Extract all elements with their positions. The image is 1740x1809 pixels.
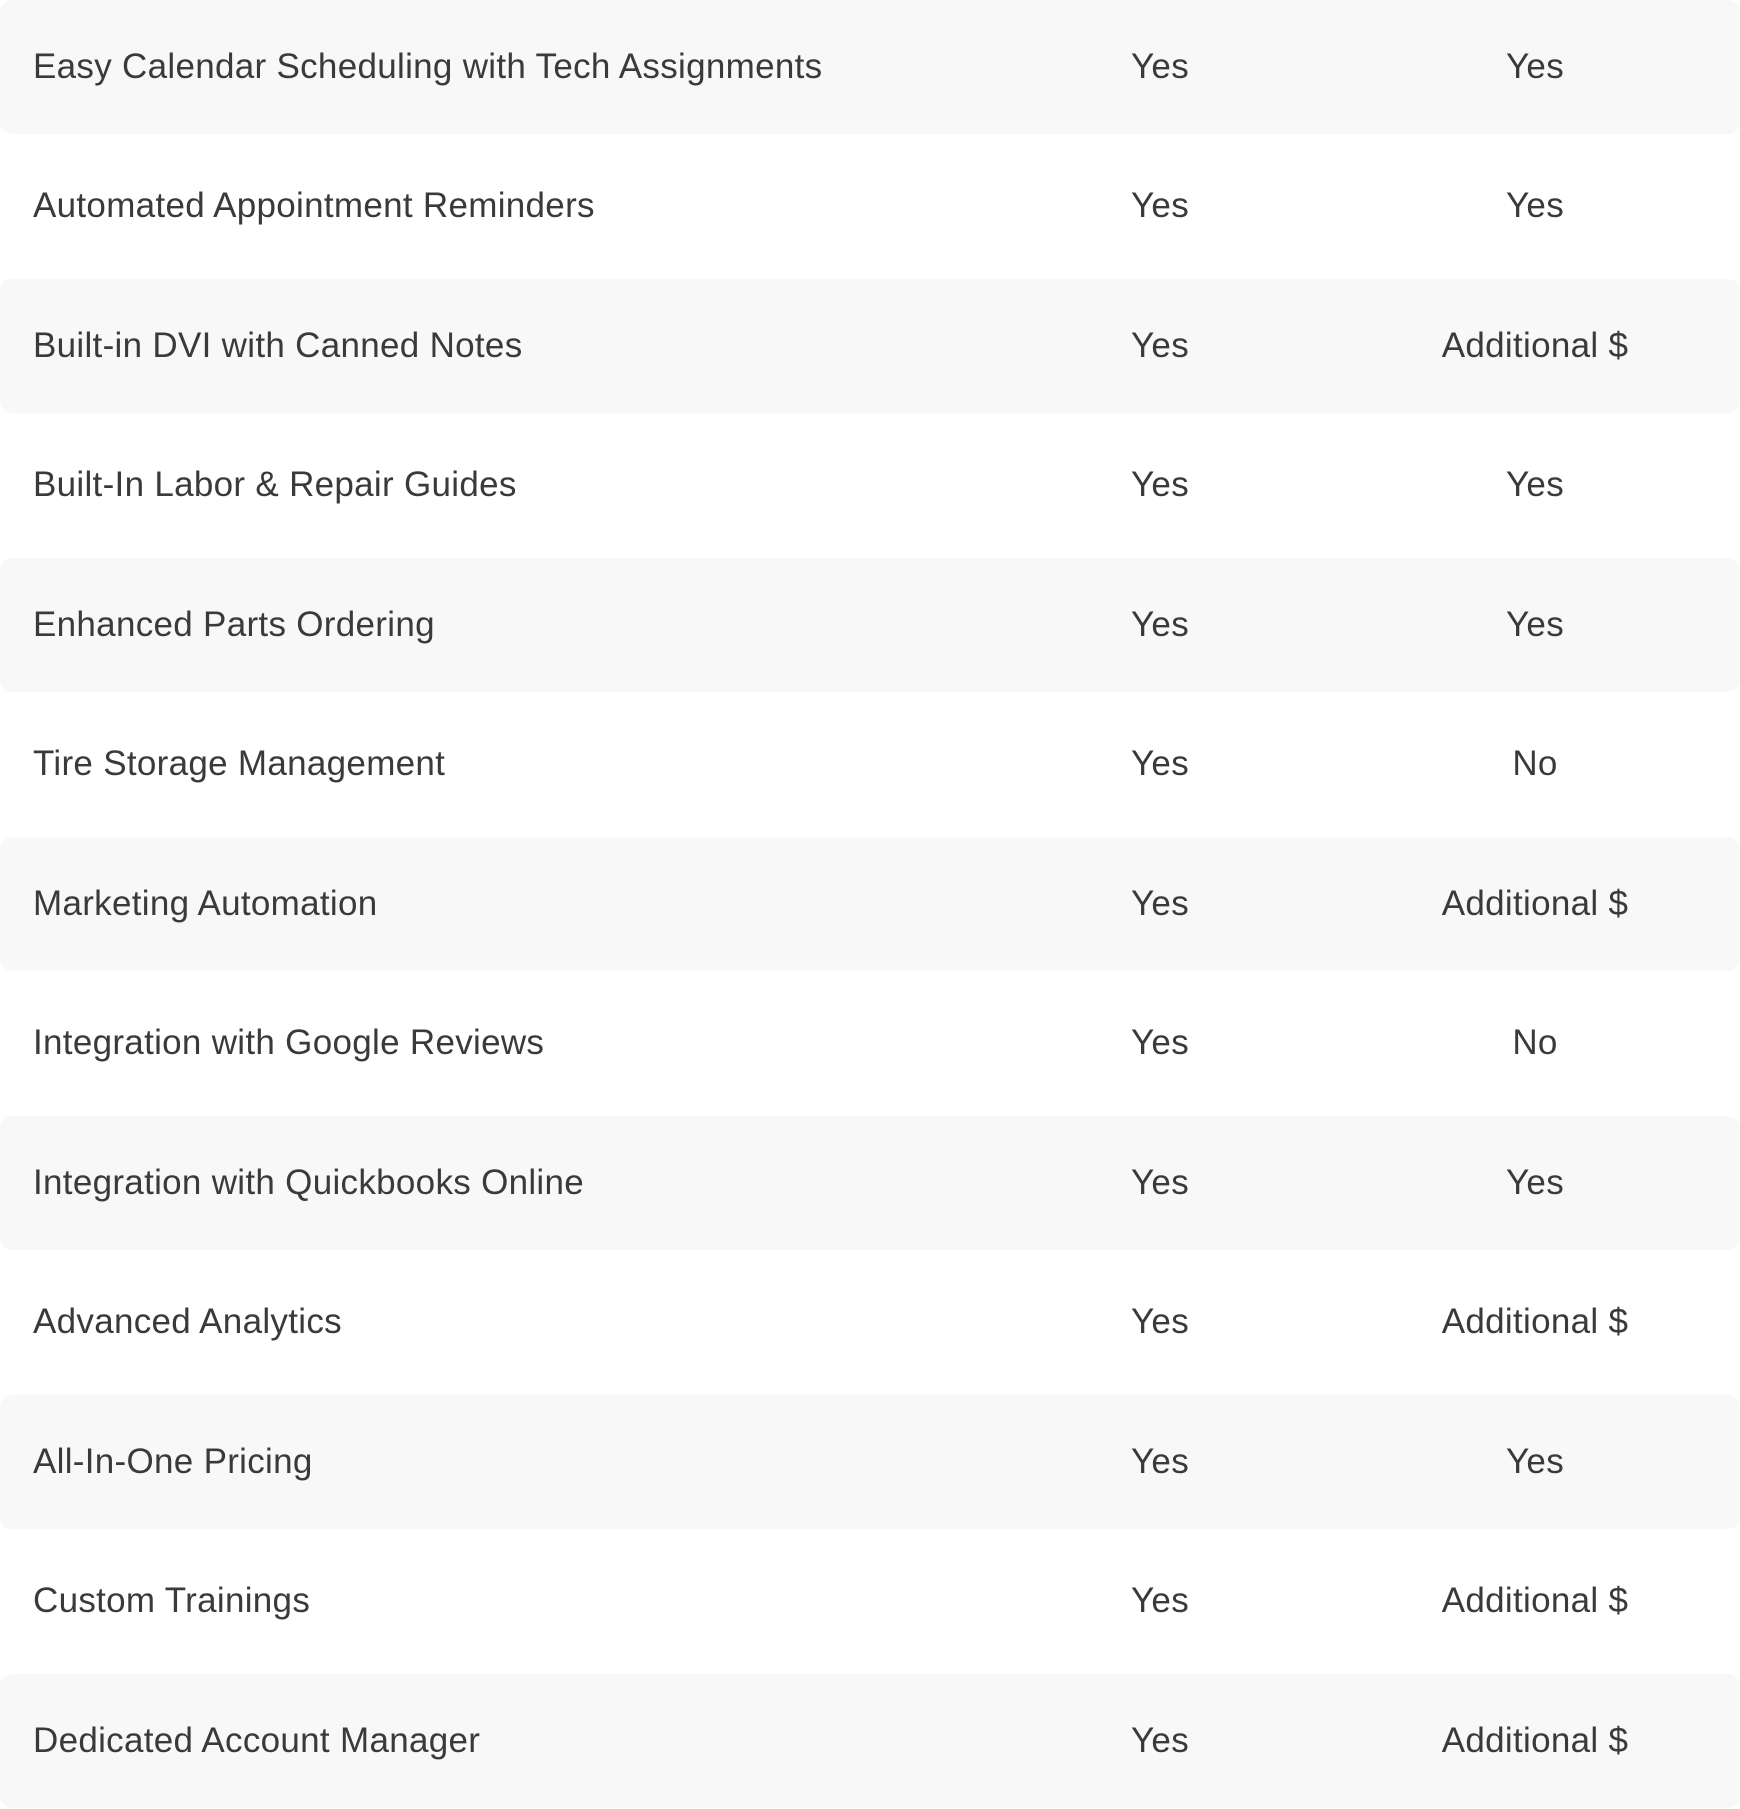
column-b-value: Additional $ [1441, 1721, 1629, 1760]
column-a-value: Yes [1131, 1581, 1189, 1620]
table-row [0, 0, 1740, 134]
column-a-value: Yes [1131, 605, 1189, 644]
column-a-value: Yes [1131, 186, 1189, 225]
column-b-value: Yes [1506, 186, 1564, 225]
feature-label: Automated Appointment Reminders [33, 186, 595, 225]
table-row [0, 697, 1740, 831]
column-b-value: Additional $ [1441, 1302, 1629, 1341]
table-row [0, 1116, 1740, 1250]
feature-label: Integration with Google Reviews [33, 1023, 545, 1062]
column-b-value: No [1512, 744, 1558, 783]
column-b-value: Yes [1506, 47, 1564, 86]
feature-label: Custom Trainings [33, 1581, 311, 1620]
table-row [0, 1674, 1740, 1808]
feature-label: Built-in DVI with Canned Notes [33, 326, 523, 365]
column-b-value: Yes [1506, 465, 1564, 504]
table-row [0, 139, 1740, 273]
table-row [0, 976, 1740, 1110]
column-b-value: Yes [1506, 1442, 1564, 1481]
table-row [0, 279, 1740, 413]
feature-label: Advanced Analytics [33, 1302, 342, 1341]
table-row [0, 1395, 1740, 1529]
column-a-value: Yes [1131, 884, 1189, 923]
table-row [0, 1534, 1740, 1668]
column-b-value: Additional $ [1441, 326, 1629, 365]
feature-label: Tire Storage Management [33, 744, 446, 783]
feature-label: All-In-One Pricing [33, 1442, 313, 1481]
table-row [0, 418, 1740, 552]
column-a-value: Yes [1131, 1442, 1189, 1481]
column-a-value: Yes [1131, 465, 1189, 504]
column-b-value: No [1512, 1023, 1558, 1062]
column-b-value: Additional $ [1441, 884, 1629, 923]
column-a-value: Yes [1131, 1721, 1189, 1760]
column-a-value: Yes [1131, 744, 1189, 783]
feature-label: Easy Calendar Scheduling with Tech Assignments [33, 47, 823, 86]
table-row [0, 837, 1740, 971]
column-a-value: Yes [1131, 1163, 1189, 1202]
column-b-value: Yes [1506, 1163, 1564, 1202]
feature-label: Dedicated Account Manager [33, 1721, 481, 1760]
column-b-value: Additional $ [1441, 1581, 1629, 1620]
table-row [0, 558, 1740, 692]
column-a-value: Yes [1131, 326, 1189, 365]
column-a-value: Yes [1131, 1023, 1189, 1062]
column-a-value: Yes [1131, 1302, 1189, 1341]
column-a-value: Yes [1131, 47, 1189, 86]
column-b-value: Yes [1506, 605, 1564, 644]
feature-label: Marketing Automation [33, 884, 378, 923]
table-row [0, 1255, 1740, 1389]
feature-label: Enhanced Parts Ordering [33, 605, 435, 644]
feature-label: Built-In Labor & Repair Guides [33, 465, 517, 504]
feature-label: Integration with Quickbooks Online [33, 1163, 585, 1202]
